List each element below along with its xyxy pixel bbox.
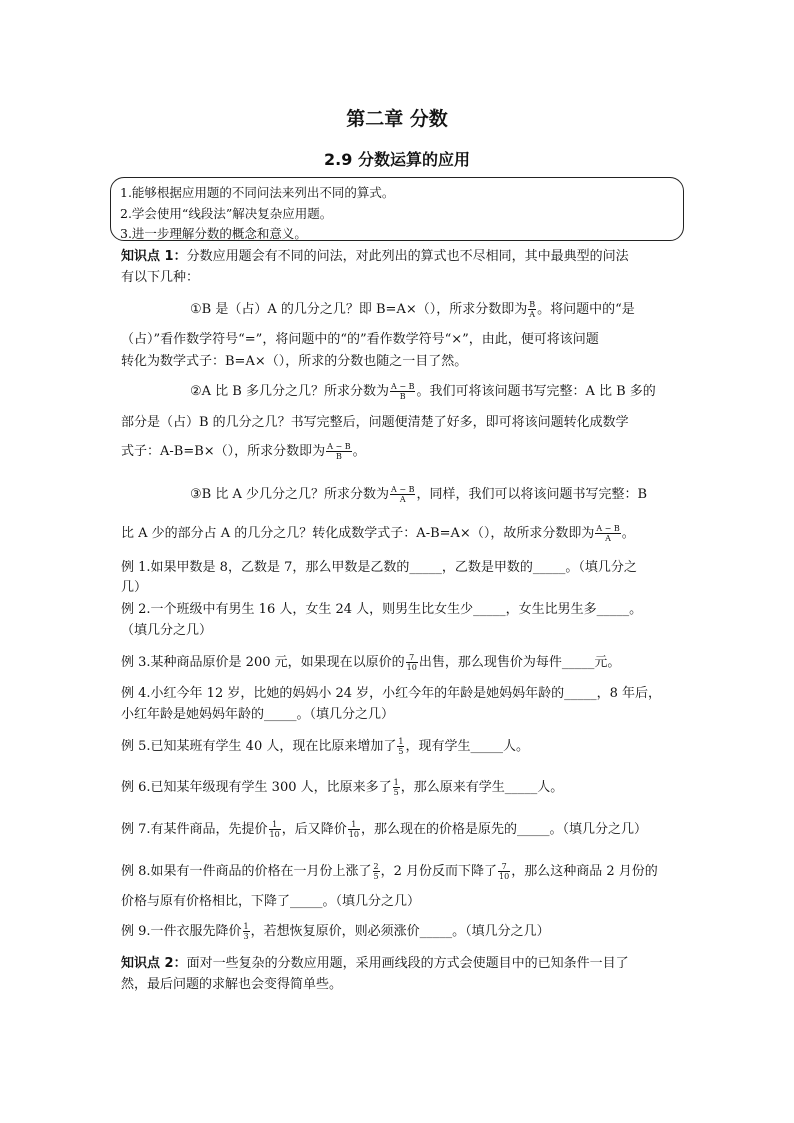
- case3-text: ③B 比 A 少几分之几？所求分数为: [190, 487, 389, 502]
- numerator: 7: [498, 862, 510, 872]
- example-1-cont: 几）: [121, 580, 148, 595]
- objective-item: 2.学会使用“线段法”解决复杂应用题。: [120, 206, 333, 221]
- fraction: [390, 485, 415, 504]
- example-4-cont: 小红年龄是她妈妈年龄的_____。（填几分之几）: [121, 707, 395, 722]
- example-1: 例 1.如果甲数是 8，乙数是 7，那么甲数是乙数的_____，乙数是甲数的_____。（填几分之: [121, 560, 637, 575]
- fraction: [498, 862, 510, 881]
- fraction: [393, 778, 400, 797]
- kp2-text: 面对一些复杂的分数应用题，采用画线段的方式会使题目中的已知条件一目了: [186, 956, 629, 971]
- case2-text: ②A 比 B 多几分之几？所求分数为: [190, 384, 389, 399]
- fraction: [373, 862, 380, 881]
- example-2-cont: （填几分之几）: [121, 623, 213, 638]
- case2-line3: [121, 440, 366, 461]
- case2-text: 。我们可将该问题书写完整：A 比 B 多的: [416, 384, 656, 399]
- fraction: [528, 300, 536, 319]
- fraction: [243, 922, 250, 941]
- kp2-text-cont: 然，最后问题的求解也会变得简单些。: [121, 977, 343, 992]
- example-text: 例 6.已知某年级现有学生 300 人，比原来多了: [121, 780, 392, 795]
- denominator: 10: [406, 663, 417, 672]
- fraction: [390, 382, 415, 401]
- numerator: 1: [243, 922, 249, 931]
- case3-text: ，同样，我们可以将该问题书写完整：B: [416, 487, 648, 502]
- case1-line2: （占）”看作数学符号“=”，将问题中的“的”看作数学符号“×”，由此，便可将该问题: [121, 332, 599, 347]
- case2-line1: [190, 380, 656, 401]
- kp2-paragraph: [121, 952, 629, 971]
- case3-text: 。: [621, 526, 635, 541]
- example-2: 例 2.一个班级中有男生 16 人，女生 24 人，则男生比女生少_____，女生比男生多_____。: [121, 602, 643, 617]
- fraction: [397, 737, 404, 756]
- kp1-text-cont: 有以下几种：: [121, 270, 200, 285]
- kp1-text: 分数应用题会有不同的问法，对此列出的算式也不尽相同，其中最典型的问法: [186, 249, 629, 264]
- denominator: 10: [269, 830, 280, 839]
- numerator: A − B: [391, 485, 415, 494]
- case3-text: 比 A 少的部分占 A 的几分之几？转化成数学式子：A-B=A×（），故所求分数即为: [121, 526, 595, 541]
- example-3: [121, 651, 620, 672]
- example-text: ，2 月份反而下降了: [380, 864, 498, 879]
- kp1-paragraph: [121, 245, 629, 264]
- case2-text: 式子：A-B=B×（），所求分数即为: [121, 444, 326, 459]
- case2-text: 。: [352, 444, 366, 459]
- example-5: [121, 735, 529, 756]
- example-text: 例 8.如果有一件商品的价格在一月份上涨了: [121, 864, 372, 879]
- kp2-label: 知识点 2：: [121, 956, 187, 971]
- fraction: [269, 820, 281, 839]
- numerator: 1: [393, 778, 399, 787]
- numerator: 1: [398, 737, 404, 746]
- denominator: 3: [243, 932, 249, 941]
- denominator: 10: [348, 830, 359, 839]
- case1-line1: [190, 298, 635, 319]
- case1-text: ①B 是（占）A 的几分之几？即 B=A×（），所求分数即为: [190, 302, 528, 317]
- fraction: [348, 820, 360, 839]
- numerator: A − B: [327, 442, 351, 451]
- numerator: B: [529, 300, 536, 309]
- denominator: 5: [393, 788, 399, 797]
- denominator: 5: [373, 872, 379, 881]
- example-text: ，那么现在的价格是原先的_____。（填几分之几）: [360, 822, 647, 837]
- case2-line2: 部分是（占）B 的几分之几？书写完整后，问题便清楚了好多，即可将该问题转化成数学: [121, 415, 629, 430]
- example-text: ，那么原来有学生_____人。: [400, 780, 564, 795]
- example-text: ，若想恢复原价，则必须涨价_____。（填几分之几）: [250, 924, 550, 939]
- example-8-cont: 价格与原有价格相比，下降了_____。（填几分之几）: [121, 894, 421, 909]
- denominator: A: [605, 534, 611, 543]
- fraction: [326, 442, 351, 461]
- example-6: [121, 776, 563, 797]
- denominator: A: [529, 310, 536, 319]
- example-text: 例 5.已知某班有学生 40 人，现在比原来增加了: [121, 739, 397, 754]
- example-8: [121, 860, 658, 881]
- case3-line1: [190, 483, 647, 504]
- denominator: 10: [499, 872, 510, 881]
- fraction: [406, 653, 418, 672]
- numerator: A − B: [596, 524, 620, 533]
- example-text: 出售，那么现售价为每件_____元。: [418, 655, 621, 670]
- case1-text: 。将问题中的“是: [537, 302, 635, 317]
- example-text: ，后又降价: [281, 822, 347, 837]
- denominator: B: [335, 452, 342, 461]
- case3-line2: [121, 522, 635, 543]
- example-7: [121, 818, 647, 839]
- objective-item: 3.进一步理解分数的概念和意义。: [120, 226, 307, 241]
- numerator: 7: [406, 653, 418, 663]
- example-4: 例 4.小红今年 12 岁，比她的妈妈小 24 岁，小红今年的年龄是她妈妈年龄的_____，8 年后，: [121, 686, 662, 701]
- numerator: A − B: [391, 382, 415, 391]
- example-text: 例 7.有某件商品，先提价: [121, 822, 268, 837]
- numerator: 1: [269, 820, 281, 830]
- section-title: 2.9 分数运算的应用: [324, 150, 470, 169]
- denominator: 5: [398, 747, 404, 756]
- example-text: ，那么这种商品 2 月份的: [511, 864, 658, 879]
- denominator: B: [399, 392, 406, 401]
- example-9: [121, 920, 550, 941]
- case1-line3: 转化为数学式子：B=A×（），所求的分数也随之一目了然。: [121, 354, 468, 369]
- example-text: ，现有学生_____人。: [405, 739, 529, 754]
- kp1-label: 知识点 1：: [121, 249, 187, 264]
- objective-item: 1.能够根据应用题的不同问法来列出不同的算式。: [120, 185, 395, 200]
- example-text: 例 3.某种商品原价是 200 元，如果现在以原价的: [121, 655, 405, 670]
- fraction: [595, 524, 620, 543]
- denominator: A: [399, 495, 406, 504]
- example-text: 例 9.一件衣服先降价: [121, 924, 242, 939]
- numerator: 1: [348, 820, 360, 830]
- chapter-title: 第二章 分数: [346, 108, 448, 130]
- numerator: 2: [373, 862, 379, 871]
